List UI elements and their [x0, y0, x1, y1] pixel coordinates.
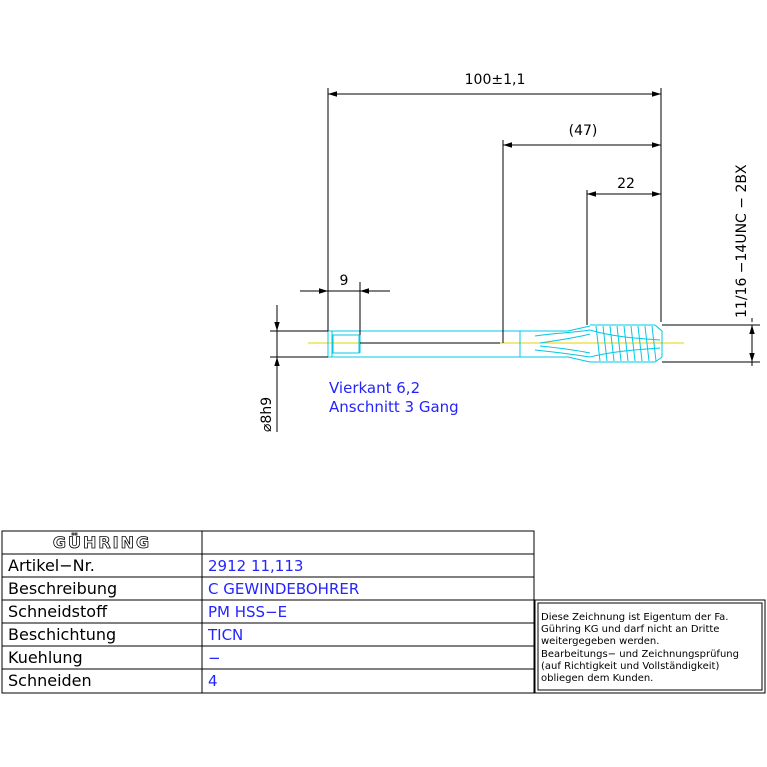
disclaimer-line: obliegen dem Kunden. — [541, 673, 654, 684]
disclaimer-line: Diese Zeichnung ist Eigentum der Fa. — [541, 612, 729, 623]
label-beschreibung: Beschreibung — [8, 579, 118, 598]
dim-shank-text: (47) — [568, 123, 598, 139]
disclaimer — [541, 612, 739, 684]
value-artikel: 2912 11,113 — [208, 557, 304, 575]
disclaimer-line: weitergegeben werden. — [541, 636, 660, 647]
disclaimer-line: (auf Richtigkeit und Vollständigkeit) — [541, 661, 720, 672]
tool-view — [308, 325, 684, 362]
tool-neck — [520, 326, 590, 362]
value-schneiden: 4 — [208, 672, 218, 690]
dim-square-text: 9 — [339, 273, 349, 289]
value-beschreibung: C GEWINDEBOHRER — [208, 580, 360, 598]
label-schneidstoff: Schneidstoff — [8, 602, 108, 621]
dim-thread-text: 22 — [617, 176, 635, 192]
guehring-logo: GÜHRING — [52, 533, 152, 552]
label-schneiden: Schneiden — [8, 671, 92, 690]
label-artikel: Artikel−Nr. — [8, 556, 95, 575]
label-beschichtung: Beschichtung — [8, 625, 117, 644]
dim-thread-spec-text: 11/16 −14UNC − 2BX — [734, 164, 750, 318]
value-beschichtung: TICN — [208, 626, 244, 644]
note-chamfer: Anschnitt 3 Gang — [329, 398, 459, 416]
disclaimer-line: Gühring KG und darf nicht an Dritte — [541, 624, 720, 635]
label-kuehlung: Kuehlung — [8, 648, 83, 667]
value-schneidstoff: PM HSS−E — [208, 603, 288, 621]
disclaimer-line: Bearbeitungs− und Zeichnungsprüfung — [541, 649, 739, 660]
dim-diameter-text: ⌀8h9 — [259, 396, 275, 432]
value-kuehlung: − — [208, 649, 221, 667]
tool-shank — [328, 331, 520, 357]
note-square: Vierkant 6,2 — [329, 379, 421, 397]
dim-overall-text: 100±1,1 — [464, 72, 526, 88]
